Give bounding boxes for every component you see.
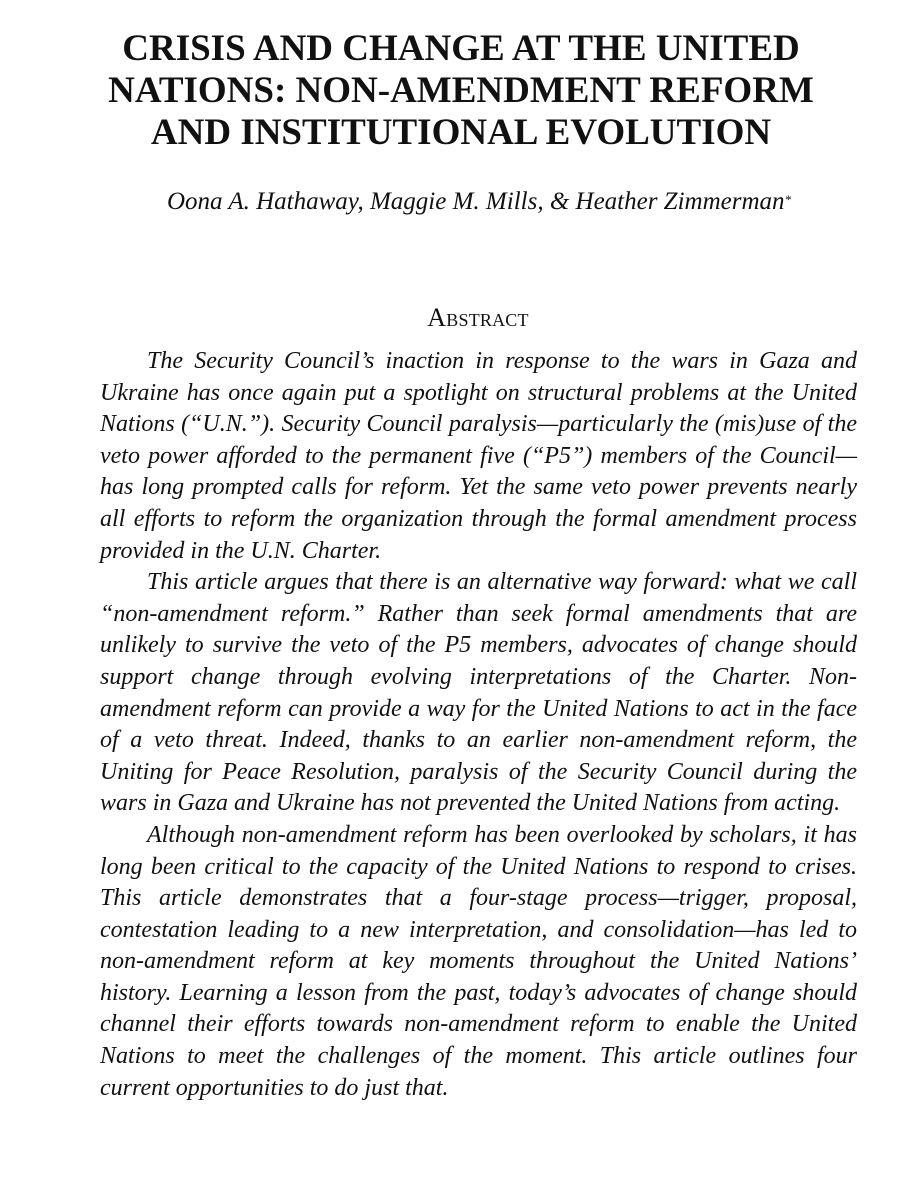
article-title (60, 28, 862, 154)
author-names: Oona A. Hathaway, Maggie M. Mills, & Heather Zimmerman (166, 188, 785, 215)
article-title-line: CRISIS AND CHANGE AT THE UNITED (122, 28, 800, 69)
abstract-paragraph: This article argues that there is an alternative way forward: what we call “non-amendment reform.” Rather than seek formal amendments that are unlikely to survive the veto of the P5 members, advocates of change should support change through evolving interpretations of the Charter. Non-amendment reform can provide a way for the United Nations to act in the face of a veto threat. Indeed, thanks to an earlier non-amendment reform, the Uniting for Peace Resolution, paralysis of the Security Council during the wars in Gaza and Ukraine has not prevented the United Nations from acting. (100, 569, 857, 817)
abstract-heading: Abstract (427, 303, 529, 332)
article-title-line: AND INSTITUTIONAL EVOLUTION (150, 112, 772, 153)
abstract-paragraph: The Security Council’s inaction in response to the wars in Gaza and Ukraine has once again put a spotlight on structural problems at the United Nations (“U.N.”). Security Council paralysis—particularly the (mis)use of the veto power afforded to the permanent five (“P5”) members of the Council—has long prompted calls for reform. Yet the same veto power prevents nearly all efforts to reform the organization through the formal amendment process provided in the U.N. Charter. (100, 348, 857, 564)
author-byline (0, 186, 922, 218)
abstract-paragraph: Although non-amendment reform has been overlooked by scholars, it has long been critical to the capacity of the United Nations to respond to crises. This article demonstrates that a four-stage process—trigger, proposal, contestation leading to a new interpretation, and consolidation—has led to non-amendment reform at key moments throughout the United Nations’ history. Learning a lesson from the past, today’s advocates of change should channel their efforts towards non-amendment reform to enable the United Nations to meet the challenges of the moment. This article outlines four current opportunities to do just that. (100, 821, 857, 1101)
abstract-body (100, 346, 857, 1104)
article-title-line: NATIONS: NON-AMENDMENT REFORM (108, 70, 814, 111)
author-footnote-marker: * (784, 192, 792, 207)
